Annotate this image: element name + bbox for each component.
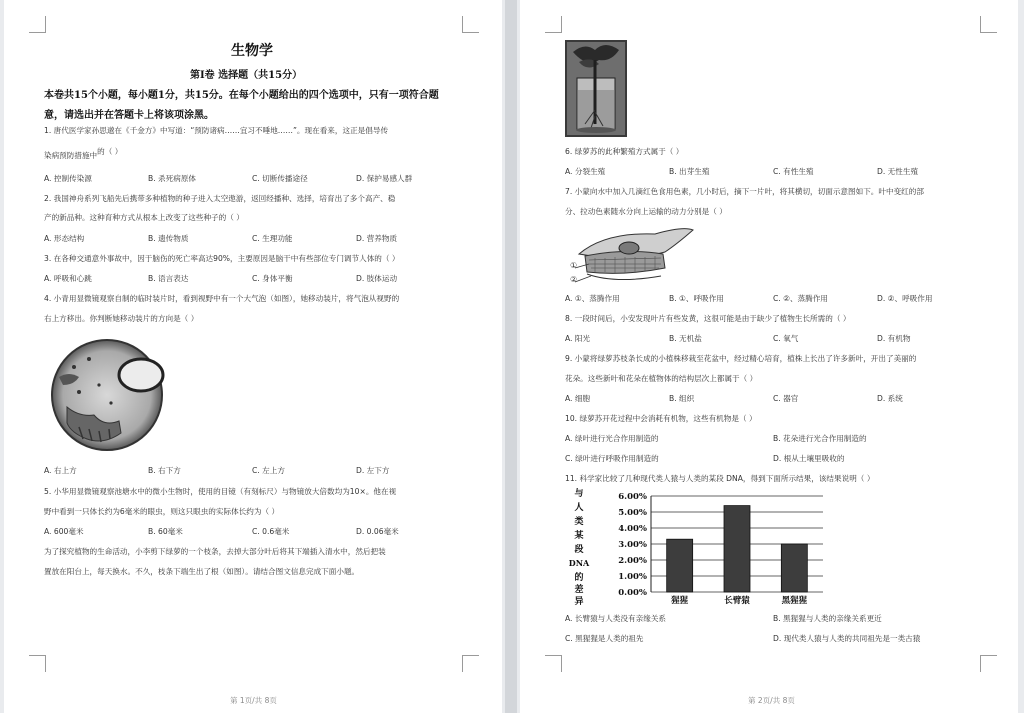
page-footer: 第 1页/共 8页	[230, 696, 277, 705]
q2-text-2: 产的新品种。这种育种方式从根本上改变了这些种子的（ ）	[44, 213, 244, 222]
chart-y-tick-label: 1.00%	[618, 572, 647, 582]
q5-text-2: 野中看到一只体长约为6毫米的眼虫，则这只眼虫的实际体长约为（ ）	[44, 507, 280, 516]
q1-text-2: 染病预防措施中的（ ）	[44, 147, 123, 160]
instructions-line-2: 意，请选出并在答题卡上将该项涂黑。	[44, 110, 214, 121]
q4-option-d: D. 左下方	[356, 466, 390, 475]
plant-cutting-photo	[565, 40, 627, 137]
page-title: 生物学	[231, 43, 273, 59]
crop-mark	[545, 16, 562, 33]
q8-option-d: D. 有机物	[877, 334, 911, 343]
q4-option-c: C. 左上方	[252, 466, 285, 475]
page-footer: 第 2页/共 8页	[748, 696, 795, 705]
chart-y-tick-label: 2.00%	[618, 556, 647, 566]
q11-option-a: A. 长臂猿与人类没有亲缘关系	[565, 614, 667, 623]
crop-mark	[462, 655, 479, 672]
chart-y-tick-label: 0.00%	[618, 588, 647, 598]
q2-option-c: C. 生理功能	[252, 234, 293, 243]
q10-option-c: C. 绿叶进行呼吸作用制造的	[565, 454, 659, 463]
q9-option-d: D. 系统	[877, 394, 903, 403]
q6-option-d: D. 无性生殖	[877, 167, 919, 176]
chart-ylabel-char: 与	[574, 489, 584, 499]
q3-option-b: B. 语言表达	[148, 274, 189, 283]
q9-text-2: 花朵。这些新叶和花朵在植物体的结构层次上都属于（ ）	[565, 374, 758, 383]
q10-option-d: D. 根从土壤里吸收的	[773, 454, 845, 463]
chart-y-tick-label: 6.00%	[618, 492, 647, 502]
q8-option-a: A. 阳光	[565, 334, 591, 343]
chart-x-tick-label: 长臂猿	[724, 596, 750, 606]
q3-option-d: D. 肢体运动	[356, 274, 398, 283]
q11-option-b: B. 黑猩猩与人类的亲缘关系更近	[773, 614, 882, 623]
crop-mark	[980, 16, 997, 33]
q7-text: 7. 小蒙向水中加入几滴红色食用色素，几小时后，摘下一片叶，将其横切，切面示意图如下。叶中变红的部	[565, 187, 924, 196]
q5-option-b: B. 60毫米	[148, 527, 183, 536]
chart-ylabel-char: 类	[574, 517, 584, 527]
crop-mark	[545, 655, 562, 672]
chart-ylabel-char: 人	[574, 503, 584, 513]
q4-option-b: B. 右下方	[148, 466, 181, 475]
q1-option-c: C. 切断传播途径	[252, 174, 308, 183]
q8-option-c: C. 氧气	[773, 334, 799, 343]
passage-text: 为了探究植物的生命活动，小李剪下绿萝的一个枝条，去掉大部分叶后将其下端插入清水中，然后把装	[44, 547, 386, 556]
crop-mark	[29, 16, 46, 33]
document-page-2	[520, 0, 1018, 713]
q10-option-b: B. 花朵进行光合作用制造的	[773, 434, 867, 443]
q7-option-a: A. ①、蒸腾作用	[565, 294, 620, 303]
crop-mark	[980, 655, 997, 672]
q3-option-c: C. 身体平衡	[252, 274, 293, 283]
chart-ylabel-char: 某	[574, 531, 584, 541]
q9-text: 9. 小蒙将绿萝苏枝条长成的小植株移栽至花盆中，经过精心培育，植株上长出了许多新叶，开出了美丽的	[565, 354, 917, 363]
q1-option-b: B. 杀死病原体	[148, 174, 197, 183]
passage-text-2: 置放在阳台上，每天换水。不久，枝条下端生出了根（如图）。请结合图文信息完成下面小题。	[44, 567, 360, 576]
crop-mark	[29, 655, 46, 672]
page-gutter	[505, 0, 517, 713]
q11-text: 11. 科学家比较了几种现代类人猿与人类的某段 DNA，得到下面所示结果，该结果说明（ ）	[565, 474, 875, 483]
chart-ylabel-char: 段	[574, 545, 584, 555]
q9-option-b: B. 组织	[669, 394, 695, 403]
q1-option-a: A. 控制传染源	[44, 174, 92, 183]
chart-x-tick-label: 黑猩猩	[781, 596, 808, 606]
chart-ylabel-char: DNA	[568, 558, 590, 568]
q7-label-2: ②	[570, 275, 578, 284]
q1-option-d: D. 保护易感人群	[356, 174, 413, 183]
q7-option-d: D. ②、呼吸作用	[877, 294, 933, 303]
microscope-field-figure	[49, 337, 165, 453]
leaf-cross-section-figure	[565, 224, 695, 288]
document-page-1	[4, 0, 502, 713]
chart-y-tick-label: 5.00%	[618, 508, 647, 518]
q9-option-a: A. 细胞	[565, 394, 591, 403]
q9-option-c: C. 器官	[773, 394, 799, 403]
q10-option-a: A. 绿叶进行光合作用制造的	[565, 434, 659, 443]
q7-option-b: B. ①、呼吸作用	[669, 294, 724, 303]
dna-difference-chart	[565, 488, 825, 610]
q8-option-b: B. 无机盐	[669, 334, 702, 343]
q7-label-1: ①	[570, 261, 578, 270]
q2-option-b: B. 遗传物质	[148, 234, 189, 243]
q5-text: 5. 小华用显微镜观察池塘水中的微小生物时，使用的目镜（有刻标尺）与物镜放大倍数均为10×。他在视	[44, 487, 397, 496]
q11-option-d: D. 现代类人猿与人类的共同祖先是一类古猿	[773, 634, 921, 643]
chart-bar	[667, 539, 693, 592]
q7-text-2: 分、拉动色素随水分向上运输的动力分别是（ ）	[565, 207, 727, 216]
q6-option-a: A. 分裂生殖	[565, 167, 606, 176]
q2-option-d: D. 营养物质	[356, 234, 398, 243]
q6-text: 6. 绿萝苏的此种繁殖方式属于（ ）	[565, 147, 684, 156]
q2-text: 2. 我国神舟系列飞船先后携带多种植物的种子进入太空遨游，返回经播种、选择，培育出了多个高产、稳	[44, 194, 396, 203]
q5-option-d: D. 0.06毫米	[356, 527, 399, 536]
chart-y-tick-label: 3.00%	[618, 540, 647, 550]
q4-text: 4. 小青用显微镜观察自制的临时装片时，看到视野中有一个大气泡（如图），她移动装片，将气泡从视野的	[44, 294, 400, 303]
q11-option-c: C. 黑猩猩是人类的祖先	[565, 634, 644, 643]
q10-text: 10. 绿萝苏开花过程中会消耗有机物，这些有机物是（ ）	[565, 414, 757, 423]
crop-mark	[462, 16, 479, 33]
q6-option-c: C. 有性生殖	[773, 167, 814, 176]
q6-option-b: B. 出芽生殖	[669, 167, 710, 176]
chart-ylabel-char: 异	[574, 597, 584, 607]
chart-ylabel-char: 的	[574, 573, 584, 583]
chart-ylabel-char: 差	[574, 585, 584, 595]
q3-option-a: A. 呼吸和心跳	[44, 274, 92, 283]
chart-y-tick-label: 4.00%	[618, 524, 647, 534]
q2-option-a: A. 形态结构	[44, 234, 85, 243]
chart-bar	[781, 544, 807, 592]
q4-option-a: A. 右上方	[44, 466, 77, 475]
chart-bar	[724, 506, 750, 592]
section-heading: 第Ⅰ卷 选择题（共15分）	[190, 70, 303, 81]
q7-option-c: C. ②、蒸腾作用	[773, 294, 828, 303]
q1-text: 1. 唐代医学家孙思邈在《千金方》中写道：“预防诸病……宜习不唾地……”。现在看来，这正是倡导传	[44, 126, 389, 135]
q8-text: 8. 一段时间后，小安发现叶片有些发黄，这很可能是由于缺少了植物生长所需的（ ）	[565, 314, 851, 323]
q3-text: 3. 在各种交通意外事故中，因于脑伤的死亡率高达90%，主要原因是脑干中有些部位专门调节人体的（ ）	[44, 254, 400, 263]
q4-text-2: 右上方移出。你判断她移动装片的方向是（ ）	[44, 314, 199, 323]
q5-option-c: C. 0.6毫米	[252, 527, 290, 536]
chart-x-tick-label: 猩猩	[671, 596, 689, 606]
q5-option-a: A. 600毫米	[44, 527, 84, 536]
instructions-line-1: 本卷共15个小题，每小题1分，共15分。在每个小题给出的四个选项中，只有一项符合题	[44, 90, 439, 101]
